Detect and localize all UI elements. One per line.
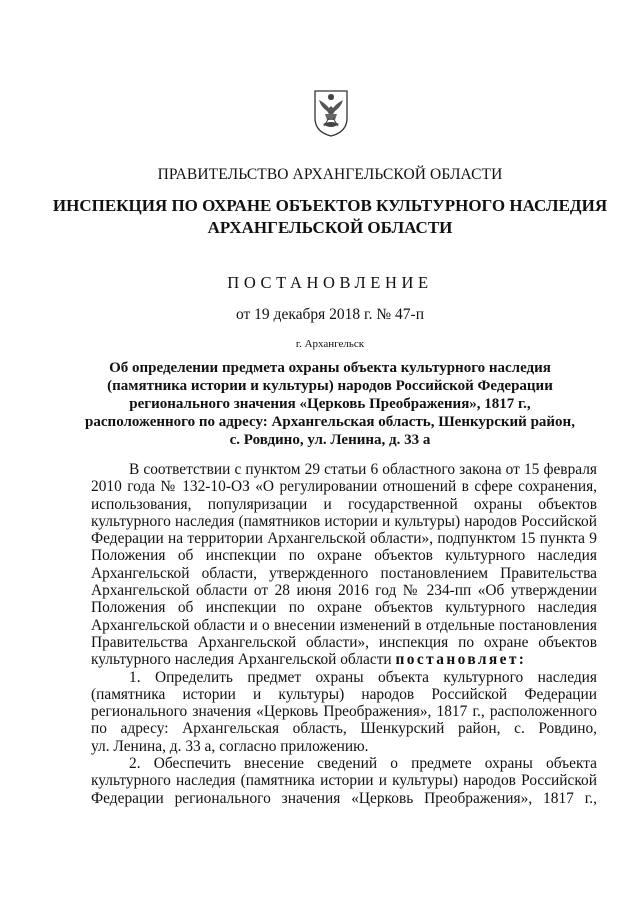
body-line: регионального значения «Церковь Преображения», 1817 г., расположенного — [91, 703, 597, 721]
inspection-title-line2: АРХАНГЕЛЬСКОЙ ОБЛАСТИ — [207, 218, 453, 237]
body-line: использования, популяризации и государственной охраны объектов — [91, 495, 597, 513]
coat-of-arms-icon — [311, 88, 351, 138]
body-line: по адресу: Архангельская область, Шенкурский район, с. Ровдино, — [91, 720, 597, 738]
body-line: 1. Определить предмет охраны объекта культурного наследия — [129, 668, 597, 686]
body-line: (памятника истории и культуры) народов Российской Федерации — [91, 685, 597, 703]
body-line: Правительства Архангельской области», инспекция по охране объектов — [91, 633, 597, 651]
body-line: 2010 года № 132-10-ОЗ «О регулировании отношений в сфере сохранения, — [91, 478, 597, 496]
body-line: Архангельской области, утвержденного постановлением Правительства — [91, 564, 597, 582]
body-line: Положения об инспекции по охране объектов культурного наследия — [91, 599, 597, 617]
body-line: Положения об инспекции по охране объектов культурного наследия — [91, 547, 597, 565]
document-body — [91, 461, 597, 807]
body-line: культурного наследия (памятников истории и культуры) народов Российской — [91, 512, 597, 530]
subject-line: с. Ровдино, ул. Ленина, д. 33 а — [229, 432, 431, 448]
body-line: культурного наследия Архангельской области — [91, 651, 392, 669]
inspection-title-line1: ИНСПЕКЦИЯ ПО ОХРАНЕ ОБЪЕКТОВ КУЛЬТУРНОГО НАСЛЕДИЯ — [52, 196, 608, 215]
government-title: ПРАВИТЕЛЬСТВО АРХАНГЕЛЬСКОЙ ОБЛАСТИ — [157, 166, 503, 183]
body-line: Архангельской области и о внесении изменений в отдельные постановления — [91, 616, 597, 634]
subject-line: Об определении предмета охраны объекта культурного наследия — [109, 360, 551, 376]
subject-line: регионального значения «Церковь Преображения», 1817 г., — [129, 396, 531, 412]
body-line: Федерации регионального значения «Церковь Преображения», 1817 г., — [91, 789, 597, 807]
body-line: культурного наследия (памятника истории и культуры) народов Российской — [91, 772, 597, 790]
body-line: Архангельской области от 28 июня 2016 год № 234-пп «Об утверждении — [91, 582, 597, 600]
document-date-number: от 19 декабря 2018 г. № 47-п — [235, 306, 424, 323]
body-line: В соответствии с пунктом 29 статьи 6 областного закона от 15 февраля — [129, 461, 597, 478]
subject-line: (памятника истории и культуры) народов Российской Федерации — [107, 378, 553, 394]
body-line: 2. Обеспечить внесение сведений о предмете охраны объекта — [129, 755, 597, 773]
subject-line: расположенного по адресу: Архангельская область, Шенкурский район, — [85, 414, 575, 430]
body-line: ул. Ленина, д. 33 а, согласно приложению. — [91, 737, 369, 755]
document-city: г. Архангельск — [295, 338, 365, 350]
resolves-word: постановляет: — [395, 651, 527, 669]
body-line-resolves — [91, 651, 597, 668]
document-type: ПОСТАНОВЛЕНИЕ — [227, 273, 433, 292]
body-line: Федерации на территории Архангельской области», подпунктом 15 пункта 9 — [91, 530, 597, 548]
